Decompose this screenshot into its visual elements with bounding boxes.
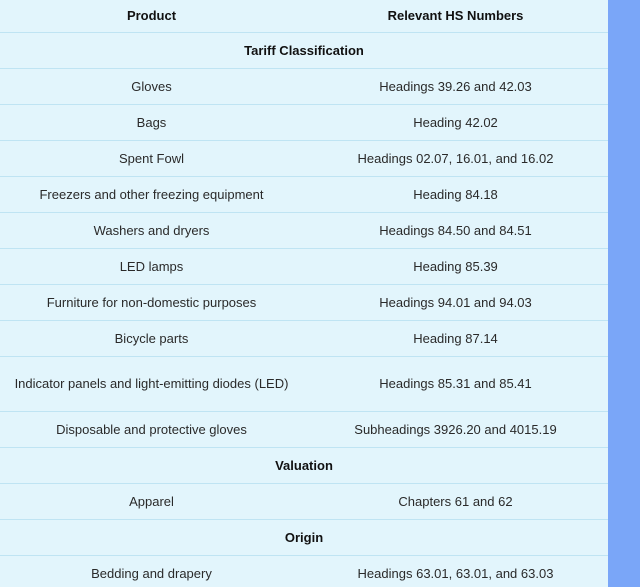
table-row xyxy=(0,176,608,212)
hs-cell: Heading 85.39 xyxy=(303,248,608,284)
table-row xyxy=(0,68,608,104)
table-row xyxy=(0,248,608,284)
hs-cell: Headings 84.50 and 84.51 xyxy=(303,212,608,248)
header-hs-numbers: Relevant HS Numbers xyxy=(303,0,608,32)
product-cell: Bedding and drapery xyxy=(0,555,303,587)
hs-cell: Subheadings 3926.20 and 4015.19 xyxy=(303,411,608,447)
product-cell: Disposable and protective gloves xyxy=(0,411,303,447)
product-cell: Washers and dryers xyxy=(0,212,303,248)
table-row xyxy=(0,411,608,447)
product-cell: Furniture for non-domestic purposes xyxy=(0,284,303,320)
header-product: Product xyxy=(0,0,303,32)
section-row xyxy=(0,447,608,483)
product-cell: Indicator panels and light-emitting diodes (LED) xyxy=(0,356,303,411)
product-cell: Spent Fowl xyxy=(0,140,303,176)
product-cell: Bicycle parts xyxy=(0,320,303,356)
table-row xyxy=(0,320,608,356)
section-row xyxy=(0,519,608,555)
table-row xyxy=(0,483,608,519)
table-row xyxy=(0,140,608,176)
hs-cell: Chapters 61 and 62 xyxy=(303,483,608,519)
product-cell: LED lamps xyxy=(0,248,303,284)
hs-cell: Heading 87.14 xyxy=(303,320,608,356)
hs-cell: Headings 02.07, 16.01, and 16.02 xyxy=(303,140,608,176)
table-row xyxy=(0,212,608,248)
product-cell: Gloves xyxy=(0,68,303,104)
section-tariff-classification: Tariff Classification xyxy=(0,32,608,68)
hs-cell: Headings 63.01, 63.01, and 63.03 xyxy=(303,555,608,587)
table-row xyxy=(0,555,608,587)
hs-cell: Headings 39.26 and 42.03 xyxy=(303,68,608,104)
table-row xyxy=(0,104,608,140)
hs-cell: Heading 84.18 xyxy=(303,176,608,212)
product-cell: Freezers and other freezing equipment xyxy=(0,176,303,212)
hs-cell: Headings 94.01 and 94.03 xyxy=(303,284,608,320)
right-background-strip xyxy=(608,0,640,587)
table-row xyxy=(0,356,608,411)
product-cell: Bags xyxy=(0,104,303,140)
table-row xyxy=(0,284,608,320)
table-header-row xyxy=(0,0,608,32)
section-valuation: Valuation xyxy=(0,447,608,483)
section-origin: Origin xyxy=(0,519,608,555)
hs-cell: Headings 85.31 and 85.41 xyxy=(303,356,608,411)
product-cell: Apparel xyxy=(0,483,303,519)
section-row xyxy=(0,32,608,68)
hs-cell: Heading 42.02 xyxy=(303,104,608,140)
